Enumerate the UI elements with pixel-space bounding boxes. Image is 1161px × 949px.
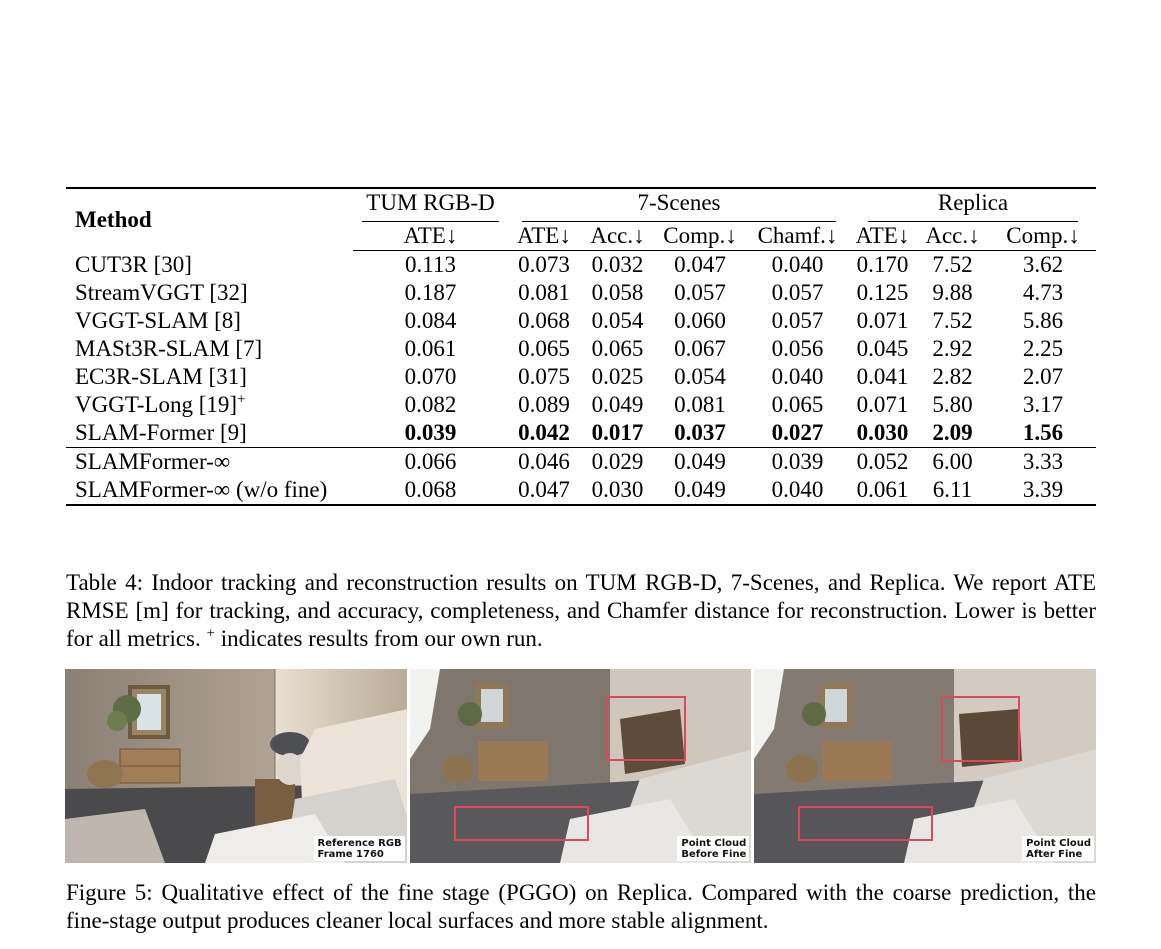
method-cell: SLAM-Former [9] (66, 419, 353, 448)
value-cell: 0.032 (591, 252, 644, 277)
value-cell: 0.081 (674, 392, 726, 417)
figure-panel-before-fine (410, 669, 752, 863)
table-body-baselines (66, 251, 1096, 448)
value-cell: 0.030 (850, 419, 915, 448)
value-cell: 0.025 (591, 364, 644, 389)
panel-label: Point Cloud After Fine (1022, 836, 1094, 861)
method-header: Method (66, 188, 353, 251)
value-cell: 0.068 (353, 476, 508, 505)
metric-header: Comp.↓ (990, 222, 1096, 251)
value-cell: 0.037 (655, 419, 745, 448)
metric-header: Acc.↓ (915, 222, 990, 251)
value-cell: 0.067 (674, 336, 726, 361)
method-cell: VGGT-Long [19]+ (75, 391, 246, 417)
bedroom-rgb-image (65, 669, 407, 863)
method-cell: SLAMFormer-∞ (w/o fine) (66, 476, 353, 505)
value-cell: 0.045 (856, 336, 909, 361)
value-cell: 3.62 (1022, 252, 1064, 277)
value-cell: 7.52 (932, 252, 973, 277)
value-cell: 0.057 (674, 280, 726, 305)
value-cell: 0.040 (771, 364, 824, 389)
value-cell: 0.084 (404, 308, 457, 333)
value-cell: 0.030 (580, 476, 655, 505)
value-cell: 0.040 (771, 252, 824, 277)
value-cell: 2.82 (932, 364, 973, 389)
value-cell: 6.11 (915, 476, 990, 505)
figure-panel-rgb (65, 669, 407, 863)
value-cell: 0.029 (591, 449, 644, 474)
metric-header: ATE↓ (353, 222, 508, 251)
method-cell: MASt3R-SLAM [7] (75, 336, 263, 361)
results-table (66, 187, 1096, 506)
value-cell: 0.071 (856, 308, 909, 333)
panel-label: Reference RGB Frame 1760 (314, 836, 405, 861)
value-cell: 0.125 (856, 280, 909, 305)
value-cell: 5.86 (1022, 308, 1064, 333)
value-cell: 2.25 (1022, 336, 1064, 361)
method-cell: CUT3R [30] (75, 251, 192, 277)
value-cell: 0.040 (745, 476, 850, 505)
value-cell: 0.089 (518, 392, 570, 417)
value-cell: 0.049 (591, 392, 644, 417)
group-header-tum: TUM RGB-D (353, 188, 508, 222)
panel-label: Point Cloud Before Fine (677, 836, 749, 861)
group-header-replica: Replica (850, 188, 1096, 222)
table-row (66, 391, 1096, 419)
value-cell: 0.052 (856, 449, 909, 474)
method-cell: VGGT-SLAM [8] (75, 308, 241, 333)
table-row (66, 448, 1096, 477)
value-cell: 2.92 (932, 336, 973, 361)
value-cell: 0.049 (674, 449, 726, 474)
metric-header: ATE↓ (508, 222, 580, 251)
value-cell: 4.73 (1022, 280, 1064, 305)
value-cell: 0.060 (674, 308, 726, 333)
value-cell: 0.046 (518, 449, 570, 474)
value-cell: 6.00 (932, 449, 973, 474)
metric-header: ATE↓ (850, 222, 915, 251)
method-cell: EC3R-SLAM [31] (75, 364, 247, 389)
value-cell: 0.066 (404, 449, 457, 474)
value-cell: 0.070 (404, 364, 457, 389)
value-cell: 3.17 (1022, 392, 1064, 417)
value-cell: 0.170 (856, 252, 909, 277)
value-cell: 0.017 (580, 419, 655, 448)
value-cell: 7.52 (932, 308, 973, 333)
value-cell: 0.042 (508, 419, 580, 448)
table-caption: Table 4: Indoor tracking and reconstruction results on TUM RGB-D, 7-Scenes, and Replica. We report ATE RMSE [m] for tracking, and accuracy, completeness, and Chamfer distance for reconstruction. Lower is better for all metrics. + indicates results from our own run. (66, 570, 1096, 651)
value-cell: 0.039 (353, 419, 508, 448)
value-cell: 0.058 (591, 280, 644, 305)
point-cloud-after-image (754, 669, 1096, 863)
figure-panel-after-fine (754, 669, 1096, 863)
value-cell: 3.39 (990, 476, 1096, 505)
value-cell: 0.039 (771, 449, 824, 474)
value-cell: 0.061 (850, 476, 915, 505)
value-cell: 3.33 (1022, 449, 1064, 474)
metric-header: Acc.↓ (580, 222, 655, 251)
value-cell: 0.071 (856, 392, 909, 417)
figure-caption: Figure 5: Qualitative effect of the fine stage (PGGO) on Replica. Compared with the coarse prediction, the fine-stage output produces cleaner local surfaces and more stable alignment. (66, 880, 1096, 933)
table-row (66, 307, 1096, 335)
value-cell: 0.081 (518, 280, 570, 305)
value-cell: 2.07 (1022, 364, 1064, 389)
value-cell: 0.065 (518, 336, 570, 361)
method-cell: SLAMFormer-∞ (75, 449, 231, 474)
metric-header: Comp.↓ (655, 222, 745, 251)
table-body-ours (66, 448, 1096, 506)
value-cell: 0.027 (745, 419, 850, 448)
table-row (66, 476, 1096, 505)
group-header-7scenes: 7-Scenes (508, 188, 850, 222)
value-cell: 0.049 (655, 476, 745, 505)
table-row (66, 335, 1096, 363)
figure-5 (65, 669, 1096, 863)
value-cell: 0.187 (404, 280, 457, 305)
table-row (66, 419, 1096, 448)
value-cell: 2.09 (915, 419, 990, 448)
value-cell: 0.041 (856, 364, 909, 389)
table-row (66, 363, 1096, 391)
value-cell: 9.88 (932, 280, 973, 305)
value-cell: 0.068 (518, 308, 570, 333)
value-cell: 0.057 (771, 308, 824, 333)
metric-header: Chamf.↓ (745, 222, 850, 251)
value-cell: 0.073 (518, 252, 570, 277)
value-cell: 0.075 (518, 364, 570, 389)
point-cloud-before-image (410, 669, 752, 863)
value-cell: 0.082 (404, 392, 457, 417)
value-cell: 1.56 (990, 419, 1096, 448)
value-cell: 0.113 (405, 252, 456, 277)
value-cell: 0.047 (674, 252, 726, 277)
value-cell: 0.056 (771, 336, 824, 361)
value-cell: 0.054 (591, 308, 644, 333)
value-cell: 0.047 (508, 476, 580, 505)
value-cell: 0.065 (591, 336, 644, 361)
value-cell: 0.065 (771, 392, 824, 417)
value-cell: 5.80 (932, 392, 973, 417)
value-cell: 0.054 (674, 364, 726, 389)
value-cell: 0.057 (771, 280, 824, 305)
value-cell: 0.061 (404, 336, 457, 361)
method-cell: StreamVGGT [32] (75, 280, 248, 305)
table-row (66, 279, 1096, 307)
table-row (66, 251, 1096, 280)
